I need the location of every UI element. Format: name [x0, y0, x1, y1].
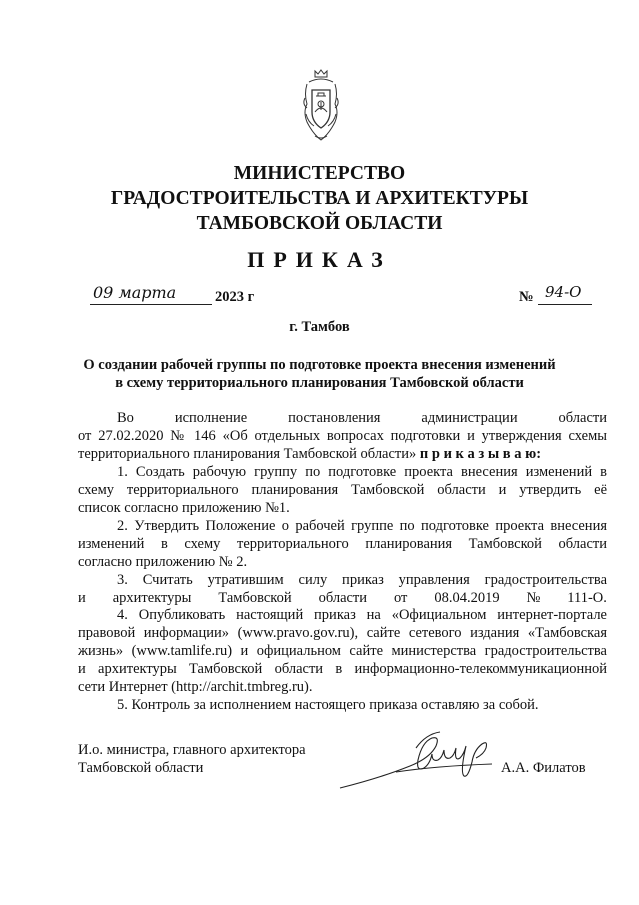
item-4-line-3: жизнь» (www.tamlife.ru) и официальном сайте министерства градостроительства — [78, 643, 607, 659]
item-3-word: и — [78, 590, 86, 606]
order-title-line-2: в схему территориального планирования Тамбовской области — [115, 375, 524, 391]
city: г. Тамбов — [289, 319, 350, 335]
item-3-line-2 — [78, 590, 607, 607]
item-3-word: 111-О. — [567, 590, 607, 606]
intro-line-1 — [117, 410, 607, 427]
intro-line-3 — [78, 446, 541, 463]
ministry-name-line-3: ТАМБОВСКОЙ ОБЛАСТИ — [196, 213, 443, 234]
item-1-line-3: список согласно приложению №1. — [78, 500, 290, 516]
date-underline — [90, 304, 212, 305]
item-3-word: области — [318, 590, 368, 606]
item-3-line-1: 3. Считать утратившим силу приказ управления градостроительства — [117, 572, 607, 588]
order-verb: п р и к а з ы в а ю: — [419, 446, 542, 462]
item-4-line-1: 4. Опубликовать настоящий приказ на «Официальном интернет-портале — [117, 607, 607, 623]
signatory-position-line-1: И.о. министра, главного архитектора — [78, 742, 306, 758]
date-year: 2023 г — [215, 289, 255, 305]
item-3-word: № — [526, 590, 541, 606]
item-4-line-4: и архитектуры Тамбовской области в информационно-телекоммуникационной — [78, 661, 607, 677]
number-handwritten: 94-О — [545, 283, 582, 301]
item-2-line-2: изменений в схему территориального планирования Тамбовской области — [78, 536, 607, 552]
intro-word: постановления — [288, 410, 381, 426]
item-3-word: архитектуры — [112, 590, 192, 606]
coat-of-arms-emblem — [301, 68, 341, 144]
item-1-line-2: схему территориального планирования Тамбовской области и утвердить её — [78, 482, 607, 498]
intro-word: администрации — [421, 410, 518, 426]
signatory-name: А.А. Филатов — [501, 760, 586, 776]
intro-word: области — [558, 410, 607, 426]
ministry-name-line-2: ГРАДОСТРОИТЕЛЬСТВА И АРХИТЕКТУРЫ — [110, 188, 529, 209]
order-title-line-1: О создании рабочей группы по подготовке проекта внесения изменений — [83, 357, 556, 373]
signatory-position-line-2: Тамбовской области — [78, 760, 204, 776]
item-3-word: 08.04.2019 — [434, 590, 500, 606]
intro-line-3-text: территориального планирования Тамбовской области» — [78, 446, 417, 462]
ministry-name-line-1: МИНИСТЕРСТВО — [233, 163, 406, 184]
item-5-line-1: 5. Контроль за исполнением настоящего приказа оставляю за собой. — [117, 697, 539, 713]
handwritten-signature — [336, 728, 498, 798]
item-1-line-1: 1. Создать рабочую группу по подготовке проекта внесения изменений в — [117, 464, 607, 480]
intro-line-2: от 27.02.2020 № 146 «Об отдельных вопросах подготовки и утверждения схемы — [78, 428, 607, 444]
item-3-word: Тамбовской — [218, 590, 292, 606]
item-4-line-5: сети Интернет (http://archit.tmbreg.ru). — [78, 679, 313, 695]
number-label: № — [519, 289, 534, 305]
item-4-line-2: правовой информации» (www.pravo.gov.ru), сайте сетевого издания «Тамбовская — [78, 625, 607, 641]
intro-word: исполнение — [174, 410, 248, 426]
number-underline — [538, 304, 592, 305]
item-2-line-3: согласно приложению № 2. — [78, 554, 248, 570]
item-2-line-1: 2. Утвердить Положение о рабочей группе по подготовке проекта внесения — [117, 518, 607, 534]
intro-word: Во — [117, 410, 134, 426]
item-3-word: от — [393, 590, 408, 606]
date-handwritten: 09 марта — [93, 283, 177, 302]
document-type-title: ПРИКАЗ — [247, 247, 392, 272]
